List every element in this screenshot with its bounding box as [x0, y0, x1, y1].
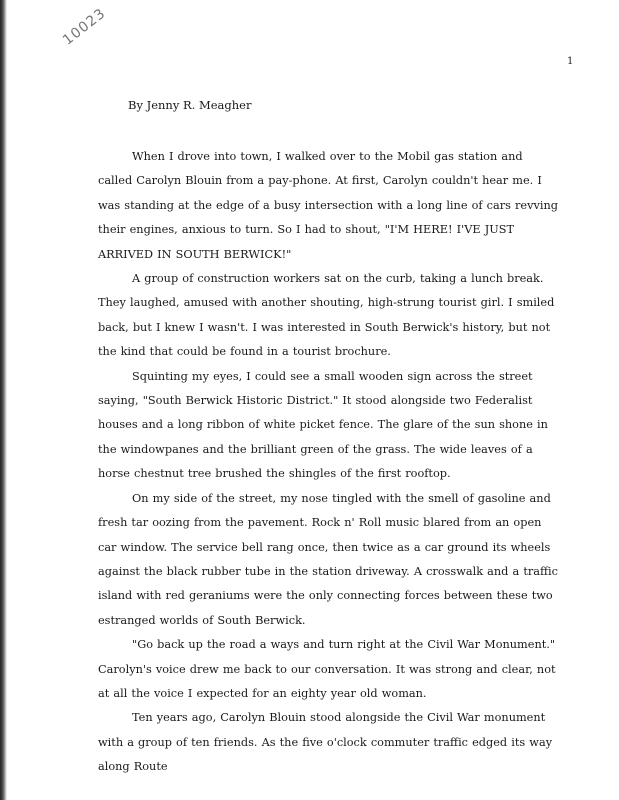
- handwritten-corner-mark: 10023: [60, 5, 109, 49]
- page-number: 1: [567, 56, 574, 67]
- byline: By Jenny R. Meagher: [128, 98, 252, 112]
- body-text: [98, 145, 558, 780]
- paragraph: Squinting my eyes, I could see a small wooden sign across the street saying, "South Berwick Historic District." It stood alongside two Federalist houses and a long ribbon of white picket fence. The glare of the sun shone in the windowpanes and the brilliant green of the grass. The wide leaves of a horse chestnut tree brushed the shingles of the first rooftop.: [98, 369, 548, 481]
- paragraph: On my side of the street, my nose tingled with the smell of gasoline and fresh tar oozing from the pavement. Rock n' Roll music blared from an open car window. The service bell rang once, then twice as a car ground its wheels against the black rubber tube in the station driveway. A crosswalk and a traffic island with red geraniums were the only connecting forces between these two estranged worlds of South Berwick.: [98, 491, 558, 627]
- scan-edge: [0, 0, 7, 800]
- paragraph: A group of construction workers sat on the curb, taking a lunch break. They laughed, amused with another shouting, high-strung tourist girl. I smiled back, but I knew I wasn't. I was interested in South Berwick's history, but not the kind that could be found in a tourist brochure.: [98, 272, 555, 359]
- paragraph: "Go back up the road a ways and turn right at the Civil War Monument." Carolyn's voice drew me back to our conversation. It was strong and clear, not at all the voice I expected for an eighty year old woman.: [98, 638, 556, 700]
- paragraph: Ten years ago, Carolyn Blouin stood alongside the Civil War monument with a group of ten friends. As the five o'clock commuter traffic edged its way along Route: [98, 711, 553, 774]
- paragraph: When I drove into town, I walked over to the Mobil gas station and called Carolyn Blouin from a pay-phone. At first, Carolyn couldn't hear me. I was standing at the edge of a busy intersection with a long line of cars revving their engines, anxious to turn. So I had to shout, "I'M HERE! I'VE JUST ARRIVED IN SOUTH BERWICK!": [98, 150, 558, 261]
